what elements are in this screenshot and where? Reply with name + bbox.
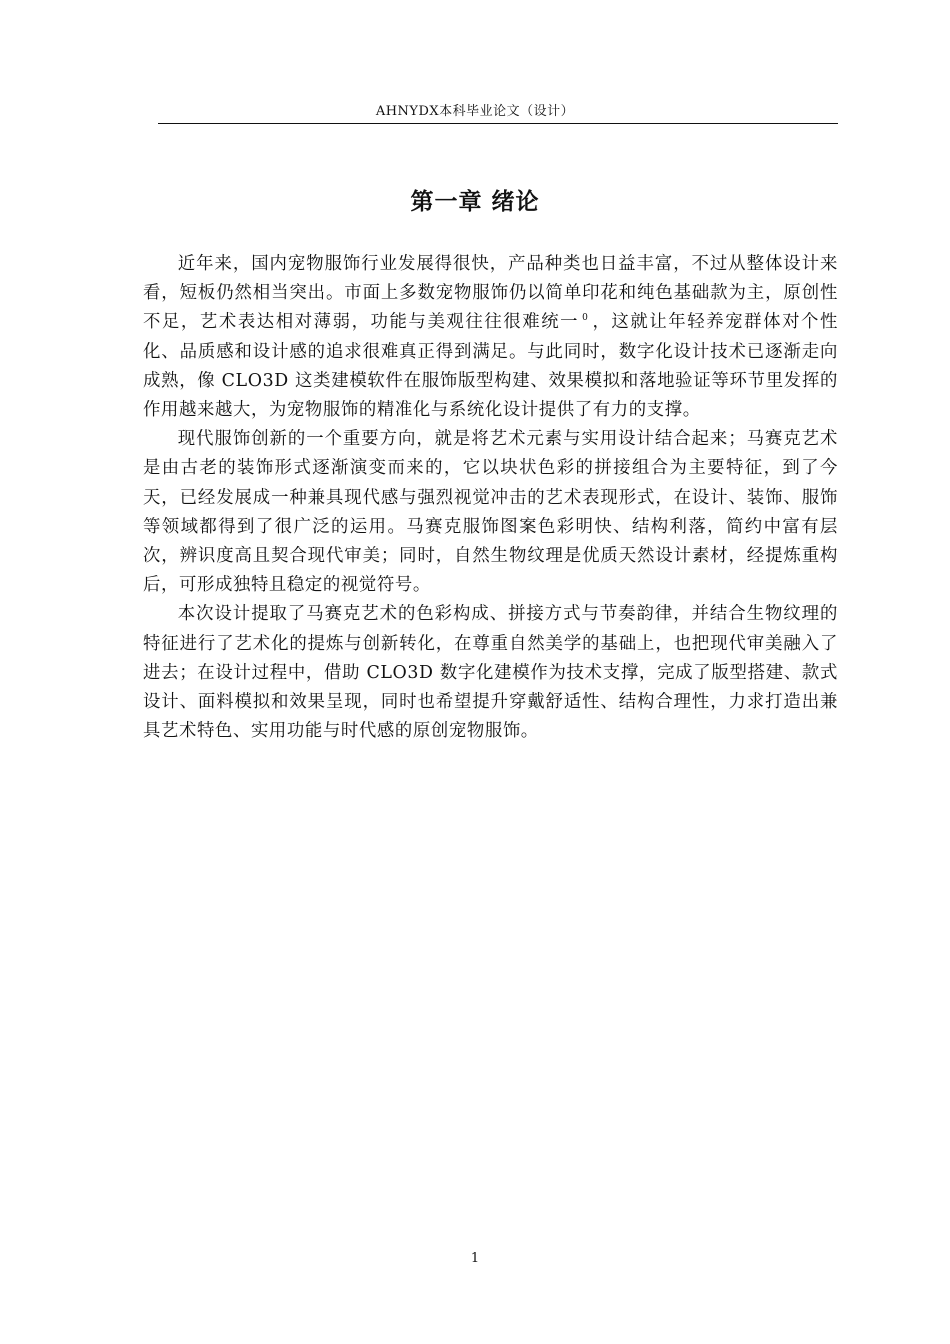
citation-marker: 0 (582, 313, 589, 324)
running-header: AHNYDX本科毕业论文（设计） (375, 104, 575, 119)
paragraph-1-text-a: 近年来，国内宠物服饰行业发展得很快，产品种类也日益丰富，不过从整体设计来看，短板仍然相当突出。市面上多数宠物服饰仍以简单印花和纯色基础款为主，原创性不足，艺术表达相对薄弱，功能与美观往往很难统一 (143, 254, 838, 333)
chapter-title: 第一章 绪论 (410, 189, 540, 215)
header-rule (158, 123, 838, 124)
paragraph-1-text-b: ，这就让年轻养宠群体对个性化、品质感和设计感的追求很难真正得到满足。与此同时，数字化设计技术已逐渐走向成熟，像 CLO3D 这类建模软件在服饰版型构建、效果模拟和落地验证等环节里发挥的作用越来越大，为宠物服饰的精准化与系统化设计提供了有力的支撑。 (143, 312, 838, 421)
paragraph-2: 现代服饰创新的一个重要方向，就是将艺术元素与实用设计结合起来；马赛克艺术是由古老的装饰形式逐渐演变而来的，它以块状色彩的拼接组合为主要特征，到了今天，已经发展成一种兼具现代感与强烈视觉冲击的艺术表现形式，在设计、装饰、服饰等领域都得到了很广泛的运用。马赛克服饰图案色彩明快、结构利落，简约中富有层次，辨识度高且契合现代审美；同时，自然生物纹理是优质天然设计素材，经提炼重构后，可形成独特且稳定的视觉符号。 (143, 429, 838, 596)
paragraph-3: 本次设计提取了马赛克艺术的色彩构成、拼接方式与节奏韵律，并结合生物纹理的特征进行了艺术化的提炼与创新转化，在尊重自然美学的基础上，也把现代审美融入了进去；在设计过程中，借助 CLO3D 数字化建模作为技术支撑，完成了版型搭建、款式设计、面料模拟和效果呈现，同时也希望提升穿戴舒适性、结构合理性，力求打造出兼具艺术特色、实用功能与时代感的原创宠物服饰。 (143, 604, 838, 742)
body-text (143, 250, 838, 746)
paragraph-1 (143, 250, 838, 425)
page-number: 1 (470, 1251, 480, 1266)
